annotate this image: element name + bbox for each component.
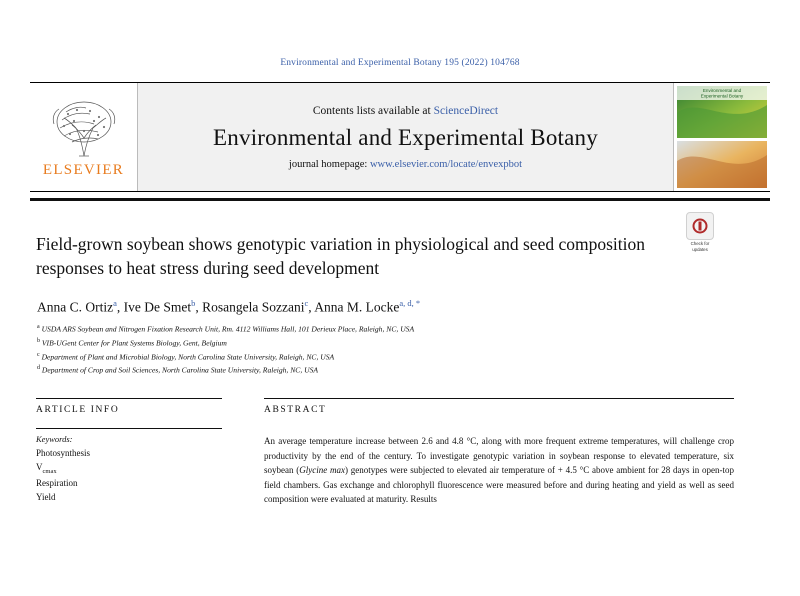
journal-title: Environmental and Experimental Botany (213, 124, 598, 150)
author-affil-mark: a (113, 298, 117, 308)
journal-cover-thumbnail (673, 83, 770, 191)
homepage-prefix: journal homepage: (288, 158, 370, 170)
contents-line (313, 105, 498, 117)
author-name: Ive De Smet (123, 299, 192, 315)
page-title: Field-grown soybean shows genotypic variation in physiological and seed composition responses to heat stress during seed development (36, 234, 645, 279)
degree-celsius: °C (579, 465, 590, 476)
crossmark-label (683, 241, 717, 252)
elsevier-wordmark: ELSEVIER (42, 161, 125, 178)
article-info-heading: ARTICLE INFO (36, 405, 120, 415)
homepage-url-link[interactable]: www.elsevier.com/locate/envexpbot (369, 158, 523, 170)
abstract-part-3: ) genotypes were subjected to elevated air temperature of + 4.5 (345, 465, 580, 476)
abstract-text (264, 434, 734, 512)
publisher-logo (30, 83, 138, 191)
running-head: Environmental and Experimental Botany 195 (2022) 104768 (280, 58, 520, 68)
affiliation-list (37, 322, 737, 377)
masthead-center (138, 83, 673, 191)
keyword-item: Photosynthesis (36, 448, 91, 458)
author-name: Anna M. Locke (314, 299, 400, 315)
author-name: Rosangela Sozzani (202, 299, 305, 315)
keyword-vcmax-base: V (36, 461, 43, 472)
author-list: Anna C. Ortiz$^a$, Ive De Smet$^b$, Rosangela Sozzani$^c$, Anna M. Locke$^{a, d, *}$ (37, 298, 421, 315)
contents-prefix: Contents lists available at (312, 104, 434, 117)
keyword-item: Yield (36, 491, 56, 502)
author-name: Anna C. Ortiz (37, 299, 114, 315)
keywords-list (36, 447, 222, 505)
elsevier-tree-icon (46, 98, 122, 160)
affiliation-text: VIB-UGent Center for Plant Systems Biology, Gent, Belgium (41, 338, 227, 348)
affiliation-item (37, 363, 737, 377)
affiliation-text: Department of Crop and Soil Sciences, North Carolina State University, Raleigh, NC, USA (41, 365, 319, 375)
info-top-rule (36, 398, 222, 399)
affiliation-item (37, 336, 737, 350)
header-divider (30, 198, 770, 201)
svg-text:Experimental Botany: Experimental Botany (700, 93, 744, 99)
cover-art-image (674, 83, 770, 191)
affiliation-mark: b (37, 337, 40, 344)
affiliation-mark: d (37, 365, 40, 372)
keyword-vcmax-sub: cmax (42, 467, 57, 475)
sciencedirect-link[interactable]: ScienceDirect (433, 104, 499, 117)
affiliation-text: USDA ARS Soybean and Nitrogen Fixation Research Unit, Rm. 4112 Williams Hall, 101 Derieux Place, Raleigh, NC, USA (41, 324, 415, 334)
crossmark-line2: updates (692, 246, 708, 252)
svg-text:Environmental and: Environmental and (702, 88, 742, 93)
homepage-line (289, 159, 522, 170)
info-second-rule (36, 428, 222, 429)
abstract-part-1: An average temperature increase between 2.6 and 4.8 (264, 436, 467, 446)
affiliation-mark: a (37, 324, 40, 330)
author-affil-mark: b (191, 298, 196, 308)
keyword-item (36, 461, 222, 477)
abstract-heading: ABSTRACT (264, 405, 327, 415)
crossmark-line1: Check for (690, 241, 710, 246)
crossmark-badge[interactable] (683, 212, 717, 252)
affiliation-mark: c (37, 351, 40, 358)
author-affil-mark: a, d, * (399, 298, 421, 308)
author-affil-mark: c (304, 298, 309, 308)
journal-masthead (30, 82, 770, 192)
affiliation-item (37, 350, 737, 364)
affiliation-text: Department of Plant and Microbial Biology, North Carolina State University, Raleigh, NC, USA (41, 352, 335, 362)
crossmark-icon (686, 212, 714, 240)
affiliation-item (37, 322, 737, 336)
degree-celsius: °C (466, 436, 477, 446)
keywords-label: Keywords: (36, 434, 73, 444)
keyword-item: Respiration (36, 477, 78, 488)
species-name: Glycine max (299, 465, 345, 476)
abstract-part-4: above ambient for 28 days in open-top field chambers. Gas exchange and chlorophyll fluorescence were measured before and during heating and yield as well as seed composition were evaluated at maturity. Results (264, 465, 734, 505)
abstract-part-2: , along with more frequent extreme temperatures, will challenge crop productivity by the end of the century. To investigate genotypic variation in soybean response to elevated temperature, six soybean ( (264, 436, 734, 476)
abstract-top-rule (264, 398, 734, 399)
